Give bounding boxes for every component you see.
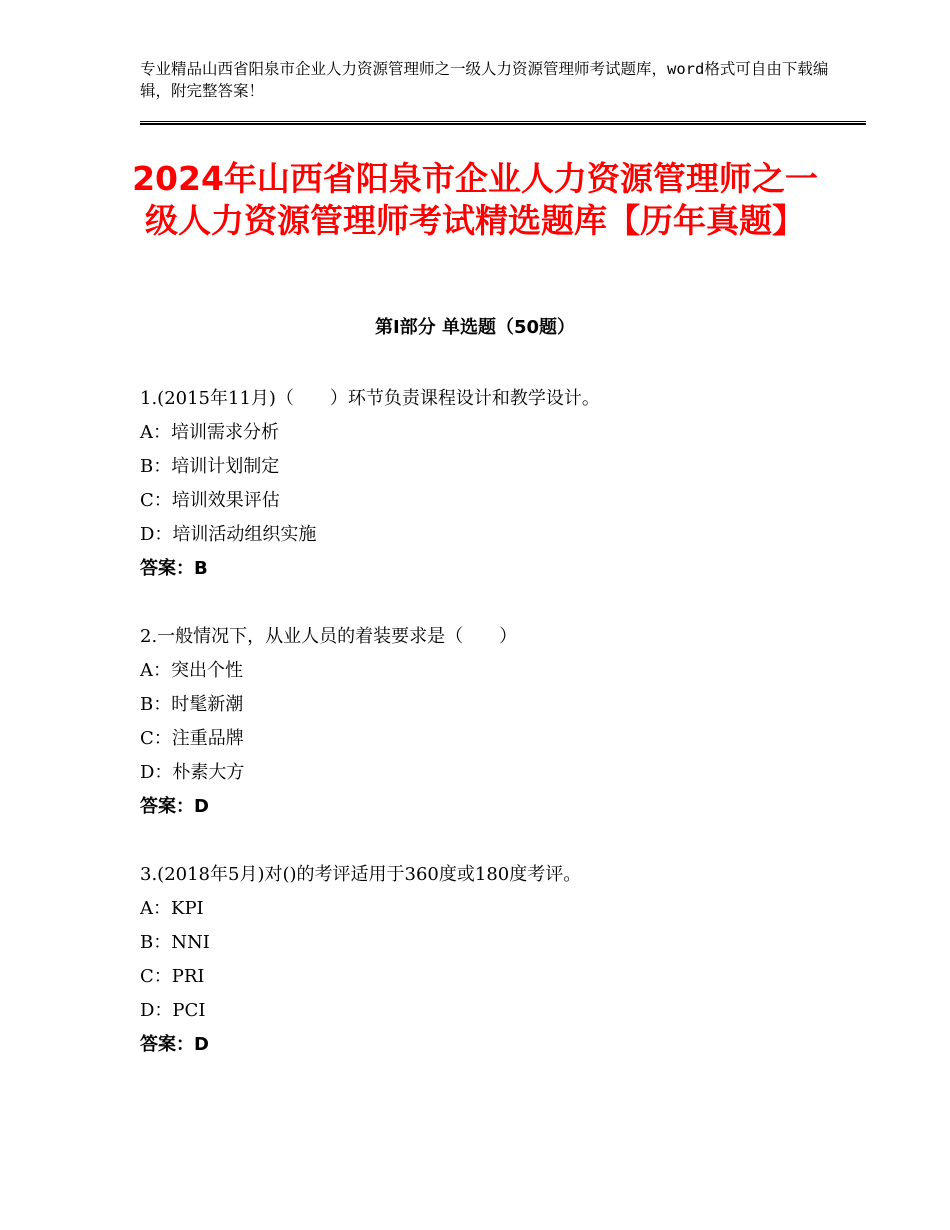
question-3 [140, 858, 860, 1062]
question-1 [140, 382, 860, 586]
option-a: A：培训需求分析 [140, 422, 279, 443]
header-divider-thick [140, 123, 866, 125]
question-list [140, 382, 860, 1096]
answer: 答案：D [140, 1034, 209, 1055]
option-b: B：时髦新潮 [140, 694, 244, 715]
header-note: 专业精品山西省阳泉市企业人力资源管理师之一级人力资源管理师考试题库，word格式可自由下载编辑，附完整答案！ [140, 60, 829, 100]
question-2 [140, 620, 860, 824]
option-d: D：培训活动组织实施 [140, 524, 317, 545]
option-d: D：朴素大方 [140, 762, 245, 783]
answer: 答案：B [140, 558, 208, 579]
question-stem: 1.(2015年11月)（ ）环节负责课程设计和教学设计。 [140, 388, 600, 409]
option-d: D：PCI [140, 1000, 206, 1021]
section-heading: 第Ⅰ部分 单选题（50题） [374, 317, 575, 338]
header-divider-thin [140, 121, 866, 122]
document-title: 2024年山西省阳泉市企业人力资源管理师之一级人力资源管理师考试精选题库【历年真题】 [132, 159, 818, 240]
option-c: C：培训效果评估 [140, 490, 280, 511]
option-b: B：NNI [140, 932, 210, 953]
option-c: C：PRI [140, 966, 205, 987]
question-stem: 2.一般情况下，从业人员的着装要求是（ ） [140, 626, 518, 647]
option-a: A：KPI [140, 898, 204, 919]
option-c: C：注重品牌 [140, 728, 244, 749]
answer: 答案：D [140, 796, 209, 817]
option-a: A：突出个性 [140, 660, 243, 681]
option-b: B：培训计划制定 [140, 456, 280, 477]
question-stem: 3.(2018年5月)对()的考评适用于360度或180度考评。 [140, 864, 582, 885]
